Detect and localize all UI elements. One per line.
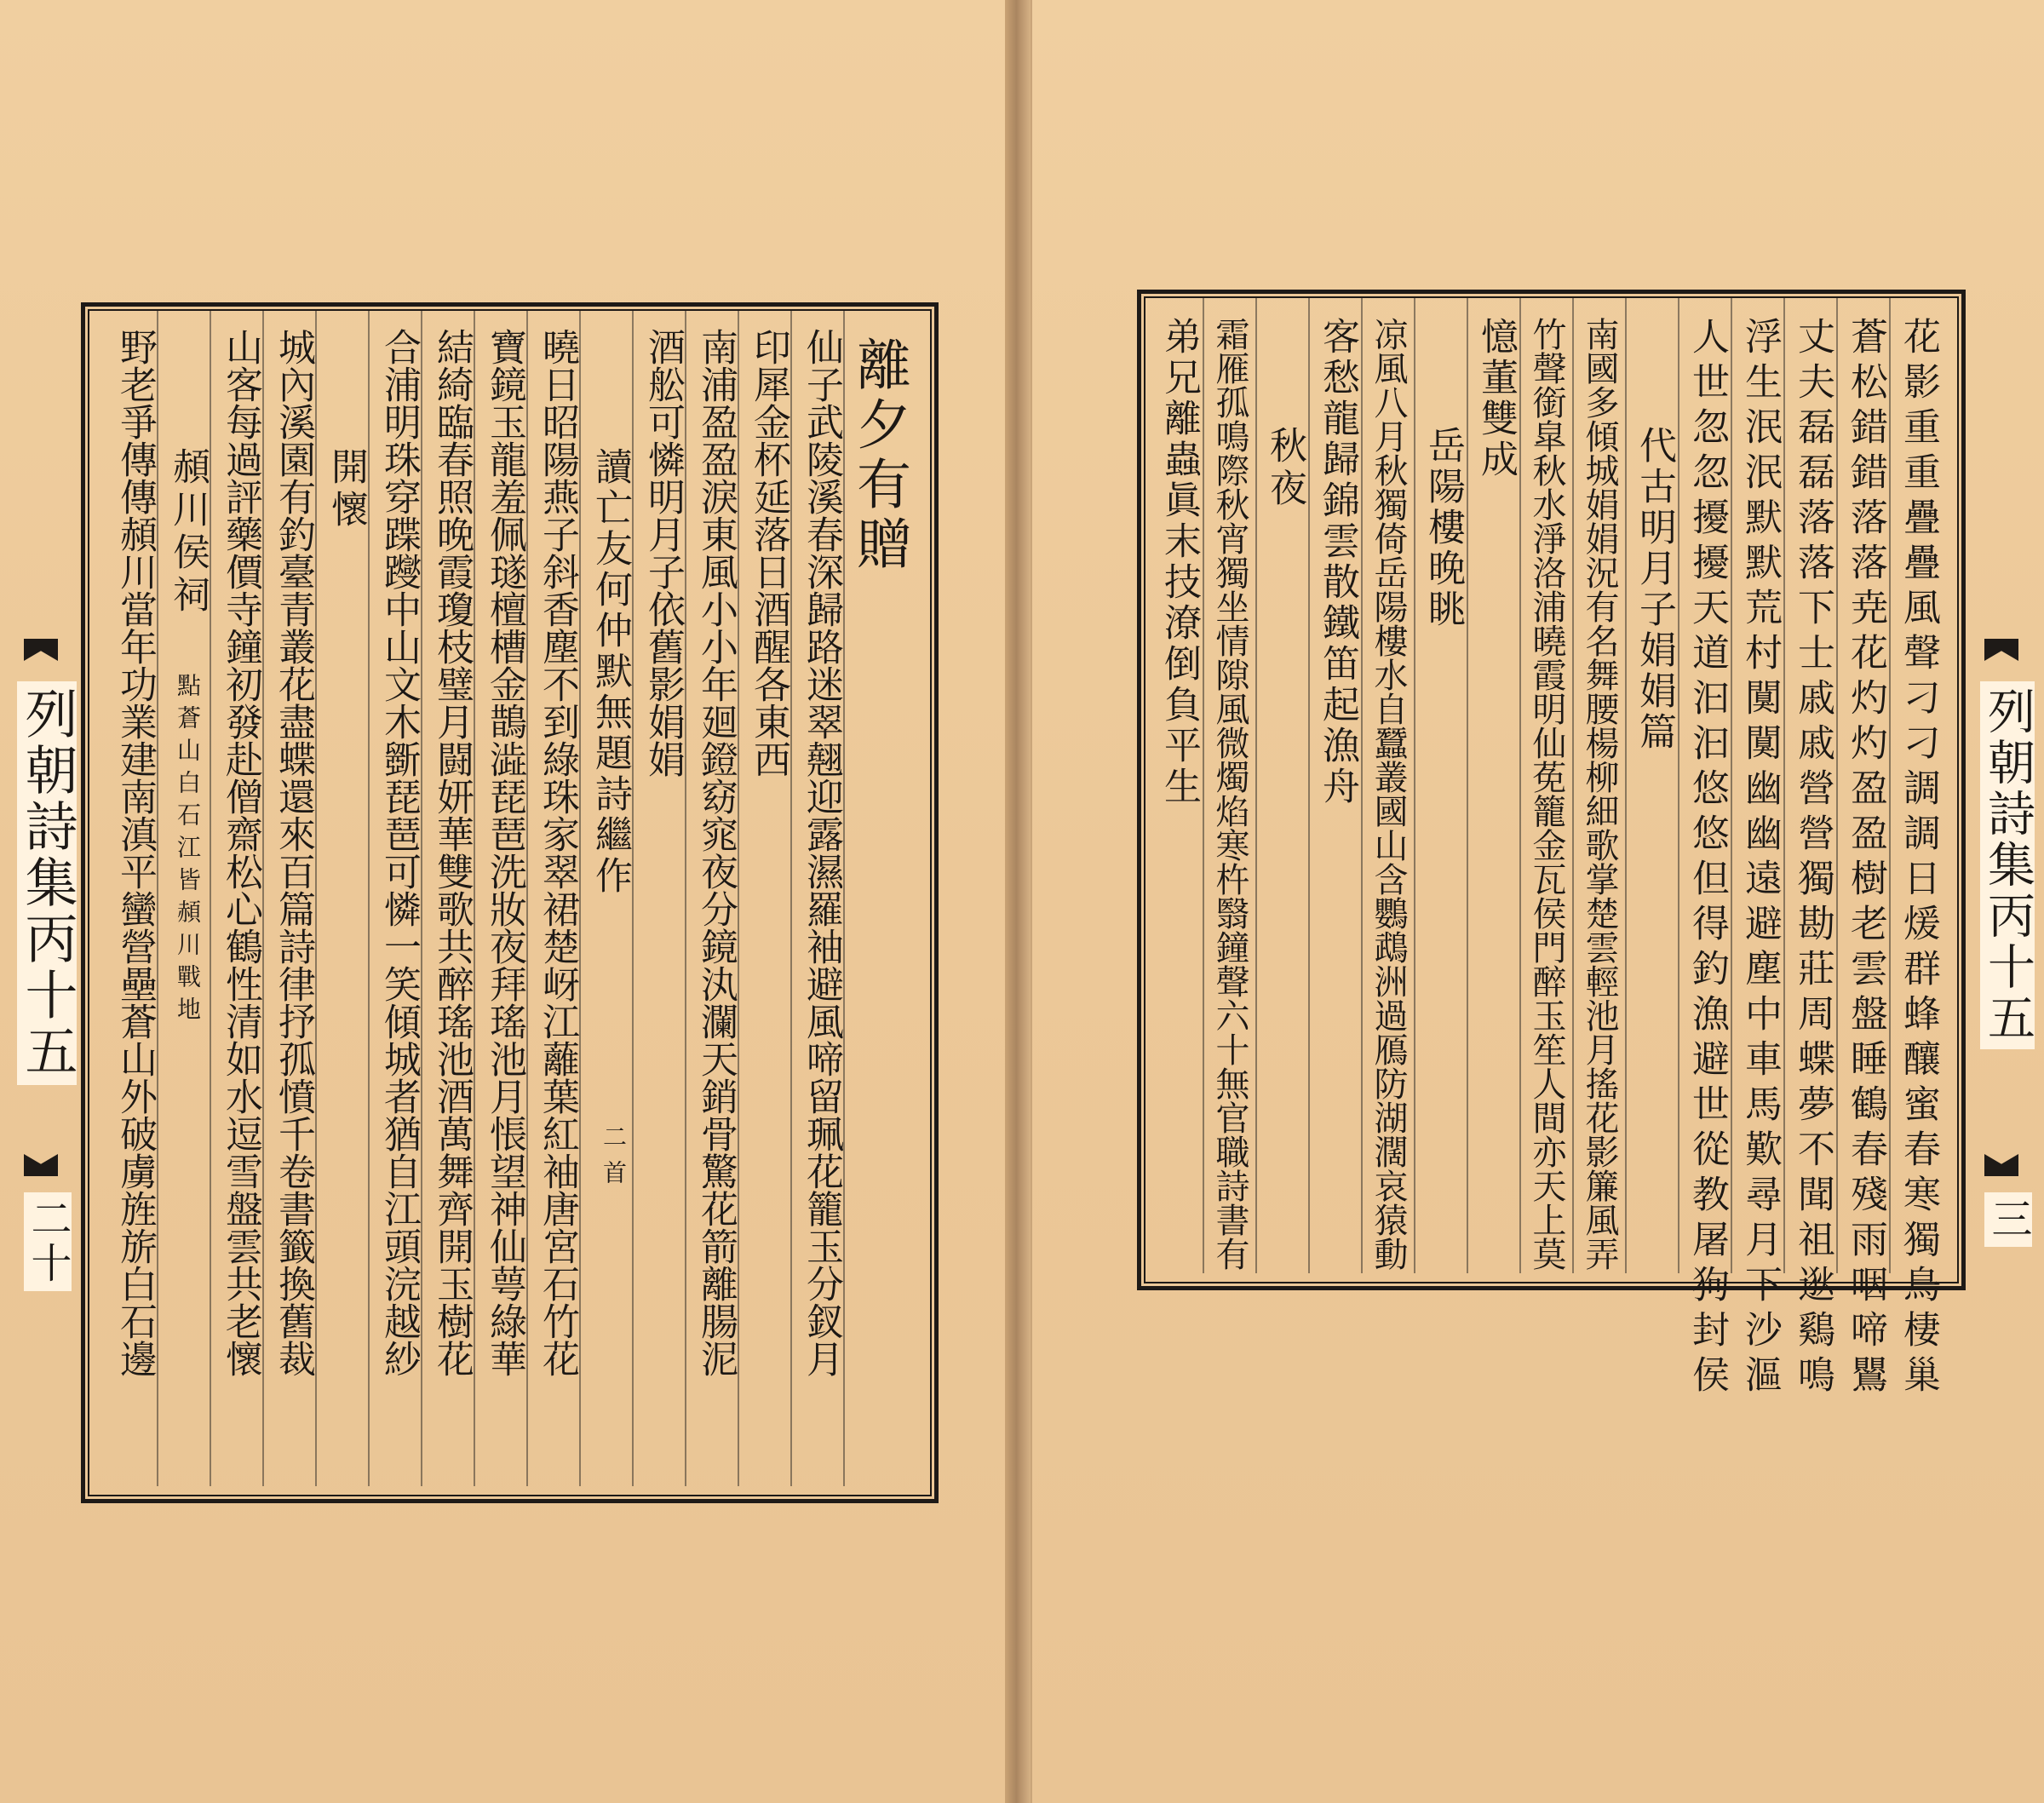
poem-title: 岳陽樓晚眺 [1421, 426, 1465, 630]
column-rule [1625, 298, 1627, 1273]
text-column: 寶鏡玉龍羞佩璲檀槽金鵲澁琵琶洗妝夜拜瑤池月悵望神仙萼綠華 [483, 328, 526, 1377]
column-rule [738, 311, 739, 1486]
column-rule [368, 311, 370, 1486]
poem-title: 開懷 [324, 447, 368, 532]
column-rule [1783, 298, 1785, 1273]
text-column: 曉日昭陽燕子斜香塵不到綠珠家翠裙楚岈江蘺葉紅袖唐宮石竹花 [536, 328, 579, 1377]
text-column: 浮生泯泯默默荒村闃闃幽幽遠避塵中車馬歎尋月下沙漚 [1738, 317, 1782, 1400]
text-column: 城內溪園有釣臺青叢花盡蝶還來百篇詩律抒孤憤千卷書籤換舊裁 [272, 328, 315, 1377]
text-column: 山客每過評藥價寺鐘初發赴僧齋松心鶴性清如水逗雪盤雲共老懷 [219, 328, 262, 1377]
column-rule [1361, 298, 1363, 1273]
text-column: 凉風八月秋獨倚岳陽樓水自蠶叢國山含鸚鵡洲過鴈防湖濶哀猿動 [1369, 317, 1408, 1271]
column-rule [579, 311, 581, 1486]
poem-title: 秋夜 [1263, 426, 1306, 511]
text-column: 霜雁孤鳴際秋宵獨坐情隙風微燭焰寒杵翳鐘聲六十無官職詩書有 [1210, 317, 1249, 1271]
column-rule [632, 311, 634, 1486]
left-margin-title: 列朝詩集丙十五 [17, 681, 77, 1085]
poem-title-note: 點蒼山白石江皆頳川戰地 [174, 673, 202, 1029]
text-column: 野老爭傳傳頳川當年功業建南滇平蠻營壘蒼山外破虜旌旂白石邊 [113, 328, 157, 1377]
column-rule [1519, 298, 1521, 1273]
poem-title-note: 二首 [600, 1124, 628, 1196]
column-rule [1203, 298, 1204, 1273]
column-rule [1678, 298, 1679, 1273]
text-column: 仙子武陵溪春深歸路迷翠翹迎露濕羅袖避風啼留珮花籠玉分釵月 [800, 328, 843, 1377]
column-rule [843, 311, 845, 1486]
text-column: 南國多傾城娟娟況有名舞腰楊柳細歌掌楚雲輕池月搖花影簾風弄 [1580, 317, 1619, 1271]
column-rule [1572, 298, 1574, 1273]
column-rule [1467, 298, 1468, 1273]
column-rule [685, 311, 686, 1486]
text-column: 人世忽忽擾擾天道汩汩悠悠但得釣漁避世從教屠狗封侯 [1685, 317, 1729, 1400]
column-rule [315, 311, 317, 1486]
text-column: 花影重重疊疊風聲刁刁調調日煖群蜂釀蜜春寒獨鳥棲巢 [1897, 317, 1940, 1400]
text-column: 結綺臨春照晚霞瓊枝璧月闘妍華雙歌共醉瑤池酒萬舞齊開玉樹花 [430, 328, 474, 1377]
column-rule [1255, 298, 1257, 1273]
text-column: 酒舩可憐明月子依舊影娟娟 [641, 328, 685, 778]
poem-title: 離夕有贈 [847, 336, 910, 575]
column-rule [1414, 298, 1415, 1273]
text-column: 憶董雙成 [1474, 317, 1518, 480]
poem-title: 頳川侯祠 [166, 447, 210, 617]
column-rule [790, 311, 792, 1486]
text-column: 印犀金杯延落日酒醒各東西 [747, 328, 790, 778]
text-column: 弟兄離蟲眞末技潦倒負平生 [1157, 317, 1201, 807]
text-column: 蒼松錯錯落落尭花灼灼盈盈樹老雲盤睡鶴春殘雨咽啼鸎 [1844, 317, 1887, 1400]
column-rule [421, 311, 422, 1486]
text-column: 南浦盈盈淚東風小小年廻鐙窈窕夜分鏡汍瀾天銷骨驚花箭離腸泥 [694, 328, 738, 1377]
column-rule [1731, 298, 1732, 1273]
poem-title: 讀亡友何仲默無題詩繼作 [589, 447, 632, 897]
text-column: 客愁龍歸錦雲散鐵笛起漁舟 [1316, 317, 1359, 807]
column-rule [1889, 298, 1891, 1273]
column-rule [157, 311, 158, 1486]
column-rule [1308, 298, 1310, 1273]
text-column: 合浦明珠穿蹀躞中山文木斵琵琶可憐一笑傾城者猶自江頭浣越紗 [377, 328, 421, 1377]
book-gutter [1005, 0, 1031, 1803]
right-margin-folio: 三 [1984, 1192, 2032, 1247]
column-rule [474, 311, 475, 1486]
column-rule [262, 311, 264, 1486]
column-rule [526, 311, 528, 1486]
left-margin-folio: 二十 [24, 1192, 72, 1291]
right-margin-title: 列朝詩集丙十五 [1980, 681, 2035, 1049]
text-column: 竹聲銜皐秋水淨洛浦曉霞明仙莬籠金瓦侯門醉玉笙人間亦天上莫 [1527, 317, 1566, 1271]
text-column: 丈夫磊磊落落下士戚戚營營獨勘莊周蝶夢不聞祖逖鷄鳴 [1791, 317, 1834, 1400]
column-rule [210, 311, 211, 1486]
poem-title: 代古明月子娟娟篇 [1633, 426, 1676, 753]
column-rule [1836, 298, 1838, 1273]
